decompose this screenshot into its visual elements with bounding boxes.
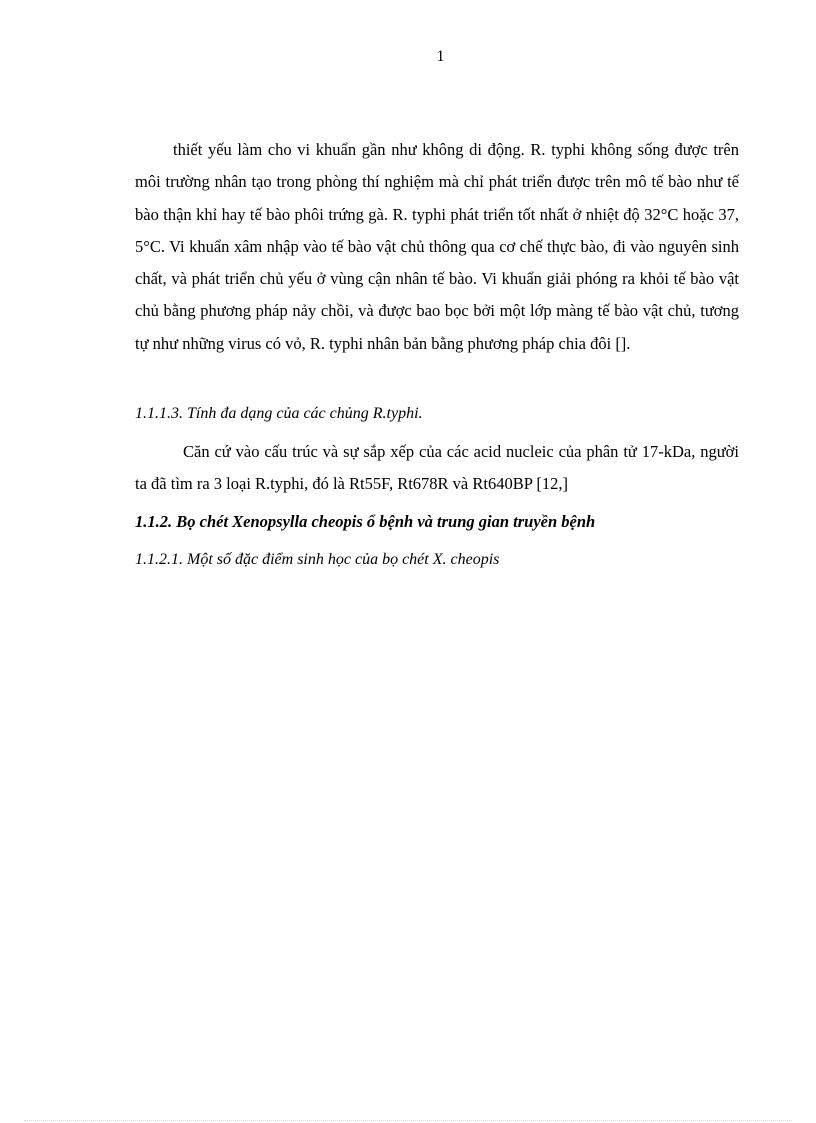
paragraph-rickettsia-growth: thiết yếu làm cho vi khuẩn gần như không di động. R. typhi không sống được trên môi trường nhân tạo trong phòng thí nghiệm mà chỉ phát triển được trên mô tế bào như tế bào thận khỉ hay tế bào phôi trứng gà. R. typhi phát triển tốt nhất ở nhiệt độ 32°C hoặc 37, 5°C. Vi khuẩn xâm nhập vào tế bào vật chủ thông qua cơ chế thực bào, đi vào nguyên sinh chất, và phát triển chủ yếu ở vùng cận nhân tế bào. Vi khuẩn giải phóng ra khỏi tế bào vật chủ bằng phương pháp nảy chồi, và được bao bọc bởi một lớp màng tế bào vật chủ, tương tự như những virus có vỏ, R. typhi nhân bản bằng phương pháp chia đôi []. — [135, 140, 739, 353]
heading-flea-vector: 1.1.2. Bọ chét Xenopsylla cheopis ổ bệnh và trung gian truyền bệnh — [135, 512, 596, 531]
page-number: 1 — [436, 48, 445, 65]
heading-flea-biology: 1.1.2.1. Một số đặc điểm sinh học của bọ chét X. cheopis — [135, 551, 500, 568]
heading-strain-diversity: 1.1.1.3. Tính đa dạng của các chủng R.typhi. — [135, 405, 423, 422]
paragraph-strain-types: Căn cứ vào cấu trúc và sự sắp xếp của các acid nucleic của phân tử 17-kDa, người ta đã tìm ra 3 loại R.typhi, đó là Rt55F, Rt678R và Rt640BP [12,] — [135, 442, 739, 494]
page-bottom-border — [24, 1120, 792, 1121]
